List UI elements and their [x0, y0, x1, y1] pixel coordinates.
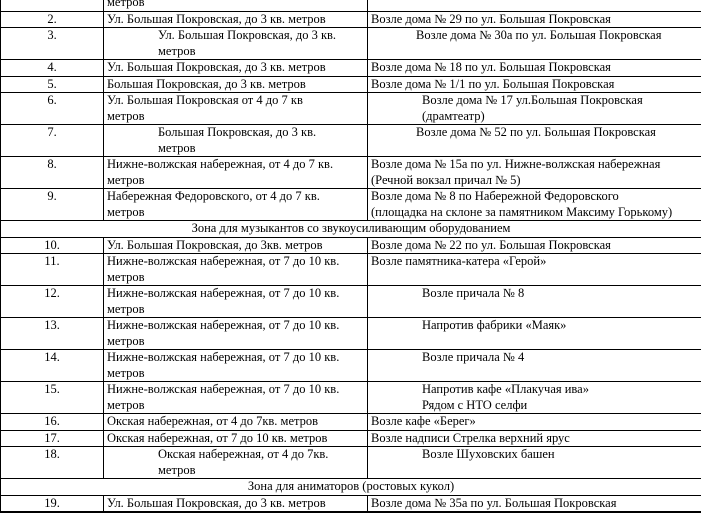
row-number: 7. [1, 125, 104, 157]
table-row [1, 254, 701, 286]
table-row [1, 512, 701, 513]
location-description: Возле дома № 1/1 по ул. Большая Покровская [368, 76, 701, 93]
location-description: Напротив фабрики «Маяк» [368, 318, 701, 350]
location-description: Возле Шуховских башен [368, 447, 701, 479]
location-description: Возле дома № 18 по ул. Большая Покровская [368, 60, 701, 77]
place-description: Большая Покровская, до 3 кв. метров [104, 125, 368, 157]
location-description: Возле дома № 22 по ул. Большая Покровская [368, 237, 701, 254]
section-title: Зона для музыкантов со звукоусиливающим оборудованием [1, 221, 701, 238]
row-number: 2. [1, 11, 104, 28]
location-description: Возле дома № 52 по ул. Большая Покровская [368, 125, 701, 157]
location-description: Возле надписи Стрелка верхний ярус [368, 430, 701, 447]
table-row [1, 382, 701, 414]
row-number: 13. [1, 318, 104, 350]
location-description: Напротив кафе «Плакучая ива» Рядом с НТО селфи [368, 382, 701, 414]
row-number: 15. [1, 382, 104, 414]
location-description: Возле дома № 35а по ул. Большая Покровская [368, 495, 701, 512]
table-row [1, 414, 701, 431]
place-description: Нижне-волжская набережная, от 7 до 10 кв. метров [104, 286, 368, 318]
place-description: Ул. Большая Покровская, до 3 кв. метров [104, 495, 368, 512]
place-description: Окская набережная, от 4 до 7кв. метров [104, 414, 368, 431]
place-description: метров [104, 0, 368, 11]
place-description: Нижне-волжская набережная, от 7 до 10 кв. метров [104, 318, 368, 350]
section-header-row [1, 479, 701, 496]
place-description [104, 512, 368, 513]
table-row [1, 60, 701, 77]
place-description: Нижне-волжская набережная, от 4 до 7 кв. метров [104, 157, 368, 189]
place-description: Ул. Большая Покровская, до 3 кв. метров [104, 11, 368, 28]
table-row [1, 157, 701, 189]
row-number: 19. [1, 495, 104, 512]
row-number: 10. [1, 237, 104, 254]
table-row [1, 76, 701, 93]
row-number: 6. [1, 93, 104, 125]
row-number: 3. [1, 28, 104, 60]
location-description [368, 0, 701, 11]
place-description: Ул. Большая Покровская, до 3кв. метров [104, 237, 368, 254]
row-number: 4. [1, 60, 104, 77]
location-description: Возле дома № 8 по Набережной Федоровского (площадка на склоне за памятником Максиму Горькому) [368, 189, 701, 221]
place-description: Нижне-волжская набережная, от 7 до 10 кв. метров [104, 350, 368, 382]
table-row [1, 495, 701, 512]
location-description: Возле дома № 17 ул.Большая Покровская (драмтеатр) [368, 93, 701, 125]
row-number: 5. [1, 76, 104, 93]
table-row [1, 189, 701, 221]
table-row [1, 430, 701, 447]
location-description: Возле дома № 30а по ул. Большая Покровская [368, 28, 701, 60]
row-number: 18. [1, 447, 104, 479]
row-number [1, 512, 104, 513]
table-row [1, 318, 701, 350]
place-description: Ул. Большая Покровская, до 3 кв. метров [104, 28, 368, 60]
location-description: Возле причала № 8 [368, 286, 701, 318]
section-title: Зона для аниматоров (ростовых кукол) [1, 479, 701, 496]
table-row [1, 125, 701, 157]
place-description: Ул. Большая Покровская, до 3 кв. метров [104, 60, 368, 77]
table-row [1, 0, 701, 11]
table-row [1, 286, 701, 318]
table-row [1, 237, 701, 254]
location-description [368, 512, 701, 513]
table-row [1, 11, 701, 28]
place-description: Набережная Федоровского, от 4 до 7 кв. метров [104, 189, 368, 221]
location-description: Возле дома № 15а по ул. Нижне-волжская набережная (Речной вокзал причал № 5) [368, 157, 701, 189]
table-row [1, 350, 701, 382]
table-row [1, 28, 701, 60]
place-description: Окская набережная, от 4 до 7кв. метров [104, 447, 368, 479]
row-number: 14. [1, 350, 104, 382]
table-row [1, 93, 701, 125]
row-number [1, 0, 104, 11]
section-header-row [1, 221, 701, 238]
table-row [1, 447, 701, 479]
row-number: 16. [1, 414, 104, 431]
table-body [1, 0, 701, 513]
row-number: 9. [1, 189, 104, 221]
place-description: Окская набережная, от 7 до 10 кв. метров [104, 430, 368, 447]
row-number: 11. [1, 254, 104, 286]
place-description: Ул. Большая Покровская от 4 до 7 кв метров [104, 93, 368, 125]
location-description: Возле дома № 29 по ул. Большая Покровская [368, 11, 701, 28]
place-description: Нижне-волжская набережная, от 7 до 10 кв. метров [104, 382, 368, 414]
place-description: Большая Покровская, до 3 кв. метров [104, 76, 368, 93]
place-description: Нижне-волжская набережная, от 7 до 10 кв. метров [104, 254, 368, 286]
row-number: 8. [1, 157, 104, 189]
location-description: Возле памятника-катера «Герой» [368, 254, 701, 286]
location-description: Возле причала № 4 [368, 350, 701, 382]
location-description: Возле кафе «Берег» [368, 414, 701, 431]
row-number: 17. [1, 430, 104, 447]
row-number: 12. [1, 286, 104, 318]
